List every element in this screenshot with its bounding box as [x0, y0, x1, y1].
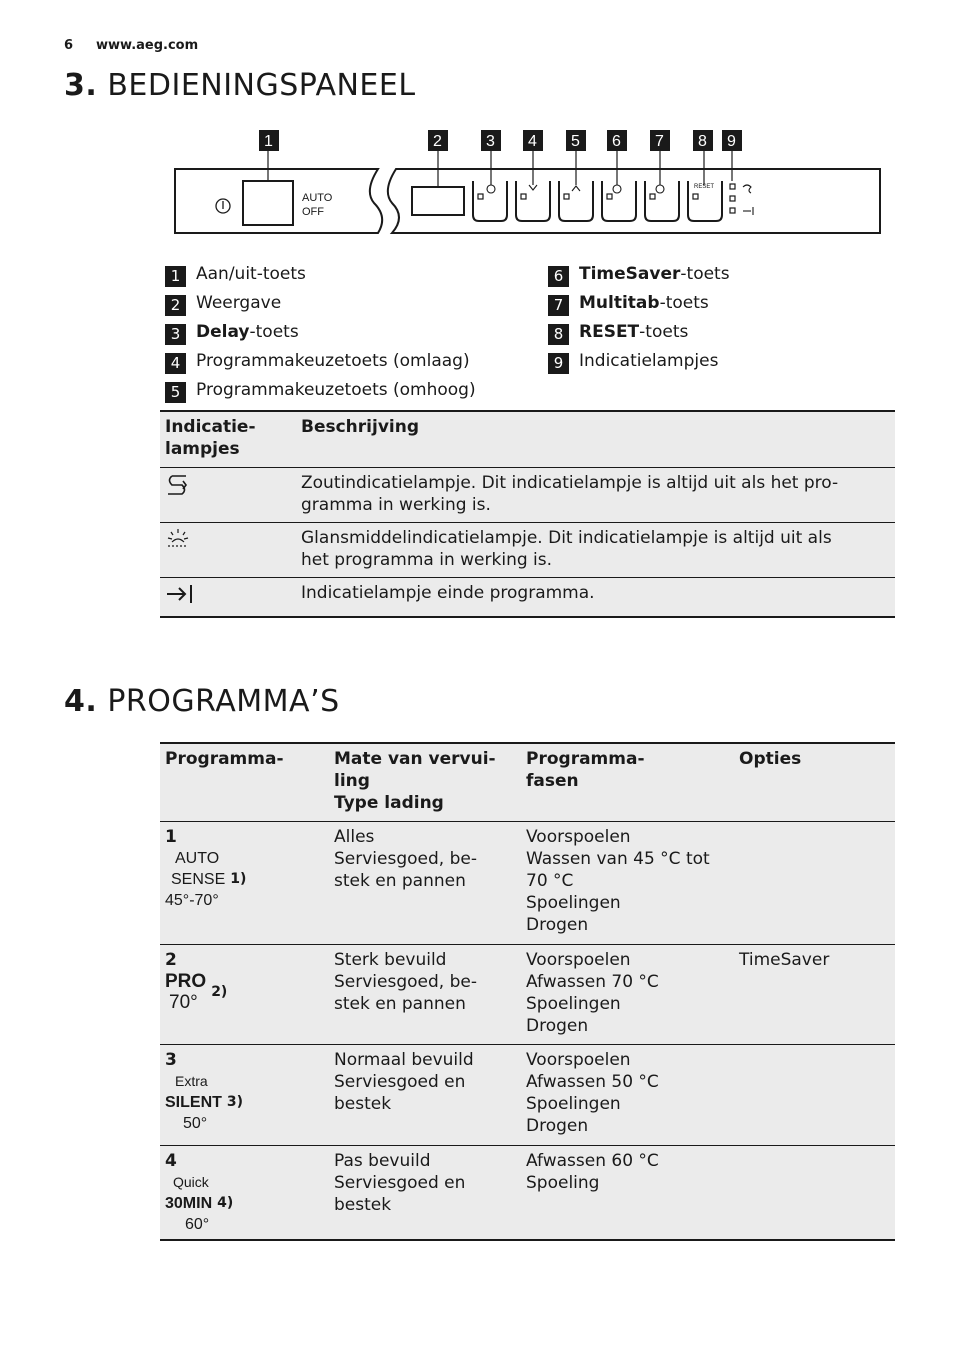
callout-6: 6 — [612, 133, 621, 150]
legend-label — [196, 351, 470, 371]
legend-label-text: Aan/uit-toets — [196, 264, 306, 284]
legend-badge: 1 — [165, 266, 186, 287]
program-name-cell — [160, 1145, 329, 1240]
power-icon — [216, 199, 230, 213]
program-phases-cell: Voorspoelen Afwassen 70 °C Spoelingen Drogen — [526, 949, 659, 1036]
legend-badge: 6 — [548, 266, 569, 287]
program-soil-cell: Normaal bevuild Serviesgoed en bestek — [334, 1049, 474, 1114]
end-icon — [165, 582, 195, 606]
legend-label — [579, 351, 718, 371]
program-label-line: Extra — [175, 1072, 208, 1089]
legend-label — [196, 264, 306, 284]
legend-label-bold: TimeSaver — [579, 264, 681, 284]
up-button-shape — [559, 181, 593, 221]
callout-5: 5 — [571, 133, 580, 150]
program-label-line: Quick — [173, 1173, 209, 1190]
chevron-down-icon — [529, 185, 537, 190]
program-phases-cell: Afwassen 60 °C Spoeling — [526, 1150, 659, 1193]
program-footnote: 1) — [230, 871, 247, 887]
program-name-cell — [160, 821, 329, 944]
program-options-cell: TimeSaver — [739, 949, 830, 970]
panel-right-outline — [388, 169, 880, 233]
header-url: www.aeg.com — [96, 38, 199, 53]
indicator-row-end — [160, 577, 895, 617]
legend-badge: 5 — [165, 382, 186, 403]
multitab-button-shape — [645, 181, 679, 221]
clock-icon — [487, 185, 495, 193]
program-footnote: 3) — [226, 1094, 244, 1110]
section-4-title: PROGRAMMA’S — [107, 684, 340, 719]
program-row-3 — [160, 1044, 895, 1145]
reset-label: RESET — [694, 184, 715, 190]
indicator-header-lamps: Indicatie- lampjes — [165, 417, 256, 459]
legend-label-bold: RESET — [579, 322, 640, 342]
legend-badge: 3 — [165, 324, 186, 345]
section-3-number: 3. — [64, 68, 98, 103]
legend-badge: 2 — [165, 295, 186, 316]
program-label-line: 30MIN — [165, 1194, 213, 1212]
legend-item-9 — [548, 349, 718, 373]
control-panel-diagram — [160, 125, 890, 240]
legend-item-2 — [165, 291, 281, 315]
legend-item-5 — [165, 378, 476, 402]
panel-left-outline — [175, 169, 382, 233]
legend-label — [196, 322, 299, 342]
section-4-heading — [64, 684, 340, 719]
legend-label-bold: Multitab — [579, 293, 660, 313]
timesaver-button-shape — [602, 181, 636, 221]
rinse-aid-icon — [165, 527, 191, 553]
program-label-line: 70° — [169, 991, 198, 1013]
legend-item-6 — [548, 262, 730, 286]
indicator-text-end: Indicatielampje einde programma. — [301, 582, 595, 603]
legend-label-text: Weergave — [196, 293, 282, 313]
program-number: 2 — [165, 949, 177, 970]
legend-label — [579, 293, 709, 313]
callout-4: 4 — [528, 133, 537, 150]
legend-label-text: Indicatielampjes — [579, 351, 719, 371]
legend-label — [196, 380, 476, 400]
program-footnote: 2) — [211, 983, 228, 1000]
legend-label-text: -toets — [680, 264, 730, 284]
legend-label-text: -toets — [639, 322, 689, 342]
legend-label-text: -toets — [659, 293, 709, 313]
program-row-2 — [160, 944, 895, 1044]
legend-label — [579, 264, 730, 284]
indicator-table — [160, 410, 895, 618]
legend-badge: 4 — [165, 353, 186, 374]
callout-9: 9 — [727, 133, 736, 150]
legend-item-3 — [165, 320, 299, 344]
callout-7: 7 — [655, 133, 664, 150]
callout-2: 2 — [433, 133, 442, 150]
legend-badge: 7 — [548, 295, 569, 316]
callout-1: 1 — [264, 133, 273, 150]
program-number: 3 — [165, 1049, 177, 1070]
section-4-number: 4. — [64, 684, 98, 719]
legend-badge: 8 — [548, 324, 569, 345]
power-button-shape — [243, 181, 293, 225]
legend-label-bold: Delay — [196, 322, 250, 342]
legend-label-text: Programmakeuzetoets (omhoog) — [196, 380, 476, 400]
indicator-row-salt — [160, 467, 895, 522]
callout-3: 3 — [486, 133, 495, 150]
program-number: 1 — [165, 826, 177, 847]
program-soil-cell: Pas bevuild Serviesgoed en bestek — [334, 1150, 466, 1215]
program-phases-cell: Voorspoelen Wassen van 45 °C tot 70 °C Spoelingen Drogen — [526, 826, 710, 935]
program-row-4 — [160, 1145, 895, 1240]
multitab-icon — [656, 185, 664, 193]
program-label-line: 50° — [183, 1114, 208, 1132]
off-label: OFF — [302, 206, 324, 218]
down-button-shape — [516, 181, 550, 221]
program-number: 4 — [165, 1150, 177, 1171]
indicator-text-rinse-aid: Glansmiddelindicatielampje. Dit indicatielampje is altijd uit als het programma in werking is. — [301, 527, 832, 570]
program-name-cell — [160, 1044, 329, 1145]
legend-label-text: Programmakeuzetoets (omlaag) — [196, 351, 470, 371]
program-phases-cell: Voorspoelen Afwassen 50 °C Spoelingen Drogen — [526, 1049, 659, 1136]
program-soil-cell: Alles Serviesgoed, be- stek en pannen — [334, 826, 477, 891]
program-soil-cell: Sterk bevuild Serviesgoed, be- stek en pannen — [334, 949, 477, 1014]
legend-item-4 — [165, 349, 470, 373]
legend-label — [579, 322, 688, 342]
legend-label-text: -toets — [249, 322, 299, 342]
program-label-line: SILENT — [165, 1093, 222, 1111]
program-options-cell — [734, 1044, 895, 1145]
indicator-header-description: Beschrijving — [301, 417, 420, 437]
program-header-program: Programma- — [165, 749, 284, 769]
indicator-row-rinse-aid — [160, 522, 895, 577]
program-label-line: 45°-70° — [165, 891, 219, 909]
indicator-text-salt: Zoutindicatielampje. Dit indicatielampje is altijd uit als het pro- gramma in werking is. — [301, 472, 839, 515]
program-label-line: 60° — [185, 1215, 210, 1233]
legend-item-1 — [165, 262, 306, 286]
program-header-options: Opties — [739, 749, 802, 769]
program-options-cell — [734, 1145, 895, 1240]
chevron-up-icon — [572, 186, 580, 191]
program-options-cell — [734, 821, 895, 944]
program-table — [160, 742, 895, 1241]
program-header-soil: Mate van vervui- ling Type lading — [334, 749, 496, 813]
program-footnote: 4) — [217, 1195, 234, 1211]
program-header-phases: Programma- fasen — [526, 749, 645, 791]
program-label-line: AUTO — [175, 849, 220, 867]
legend-badge: 9 — [548, 353, 569, 374]
program-label-line: SENSE — [171, 870, 226, 888]
program-name-cell — [160, 944, 329, 1044]
callout-8: 8 — [698, 133, 707, 150]
display-shape — [412, 187, 464, 215]
program-row-1 — [160, 821, 895, 944]
legend-label — [196, 293, 281, 313]
legend-item-8 — [548, 320, 688, 344]
program-label-line: PRO — [165, 970, 207, 992]
legend-item-7 — [548, 291, 709, 315]
section-3-heading — [64, 68, 416, 103]
page-number: 6 — [64, 38, 74, 53]
salt-small-icon — [743, 185, 751, 193]
salt-icon — [165, 472, 191, 498]
auto-label: AUTO — [302, 192, 333, 204]
timesaver-icon — [613, 185, 621, 193]
section-3-title: BEDIENINGSPANEEL — [107, 68, 416, 103]
delay-button-shape — [473, 181, 507, 221]
